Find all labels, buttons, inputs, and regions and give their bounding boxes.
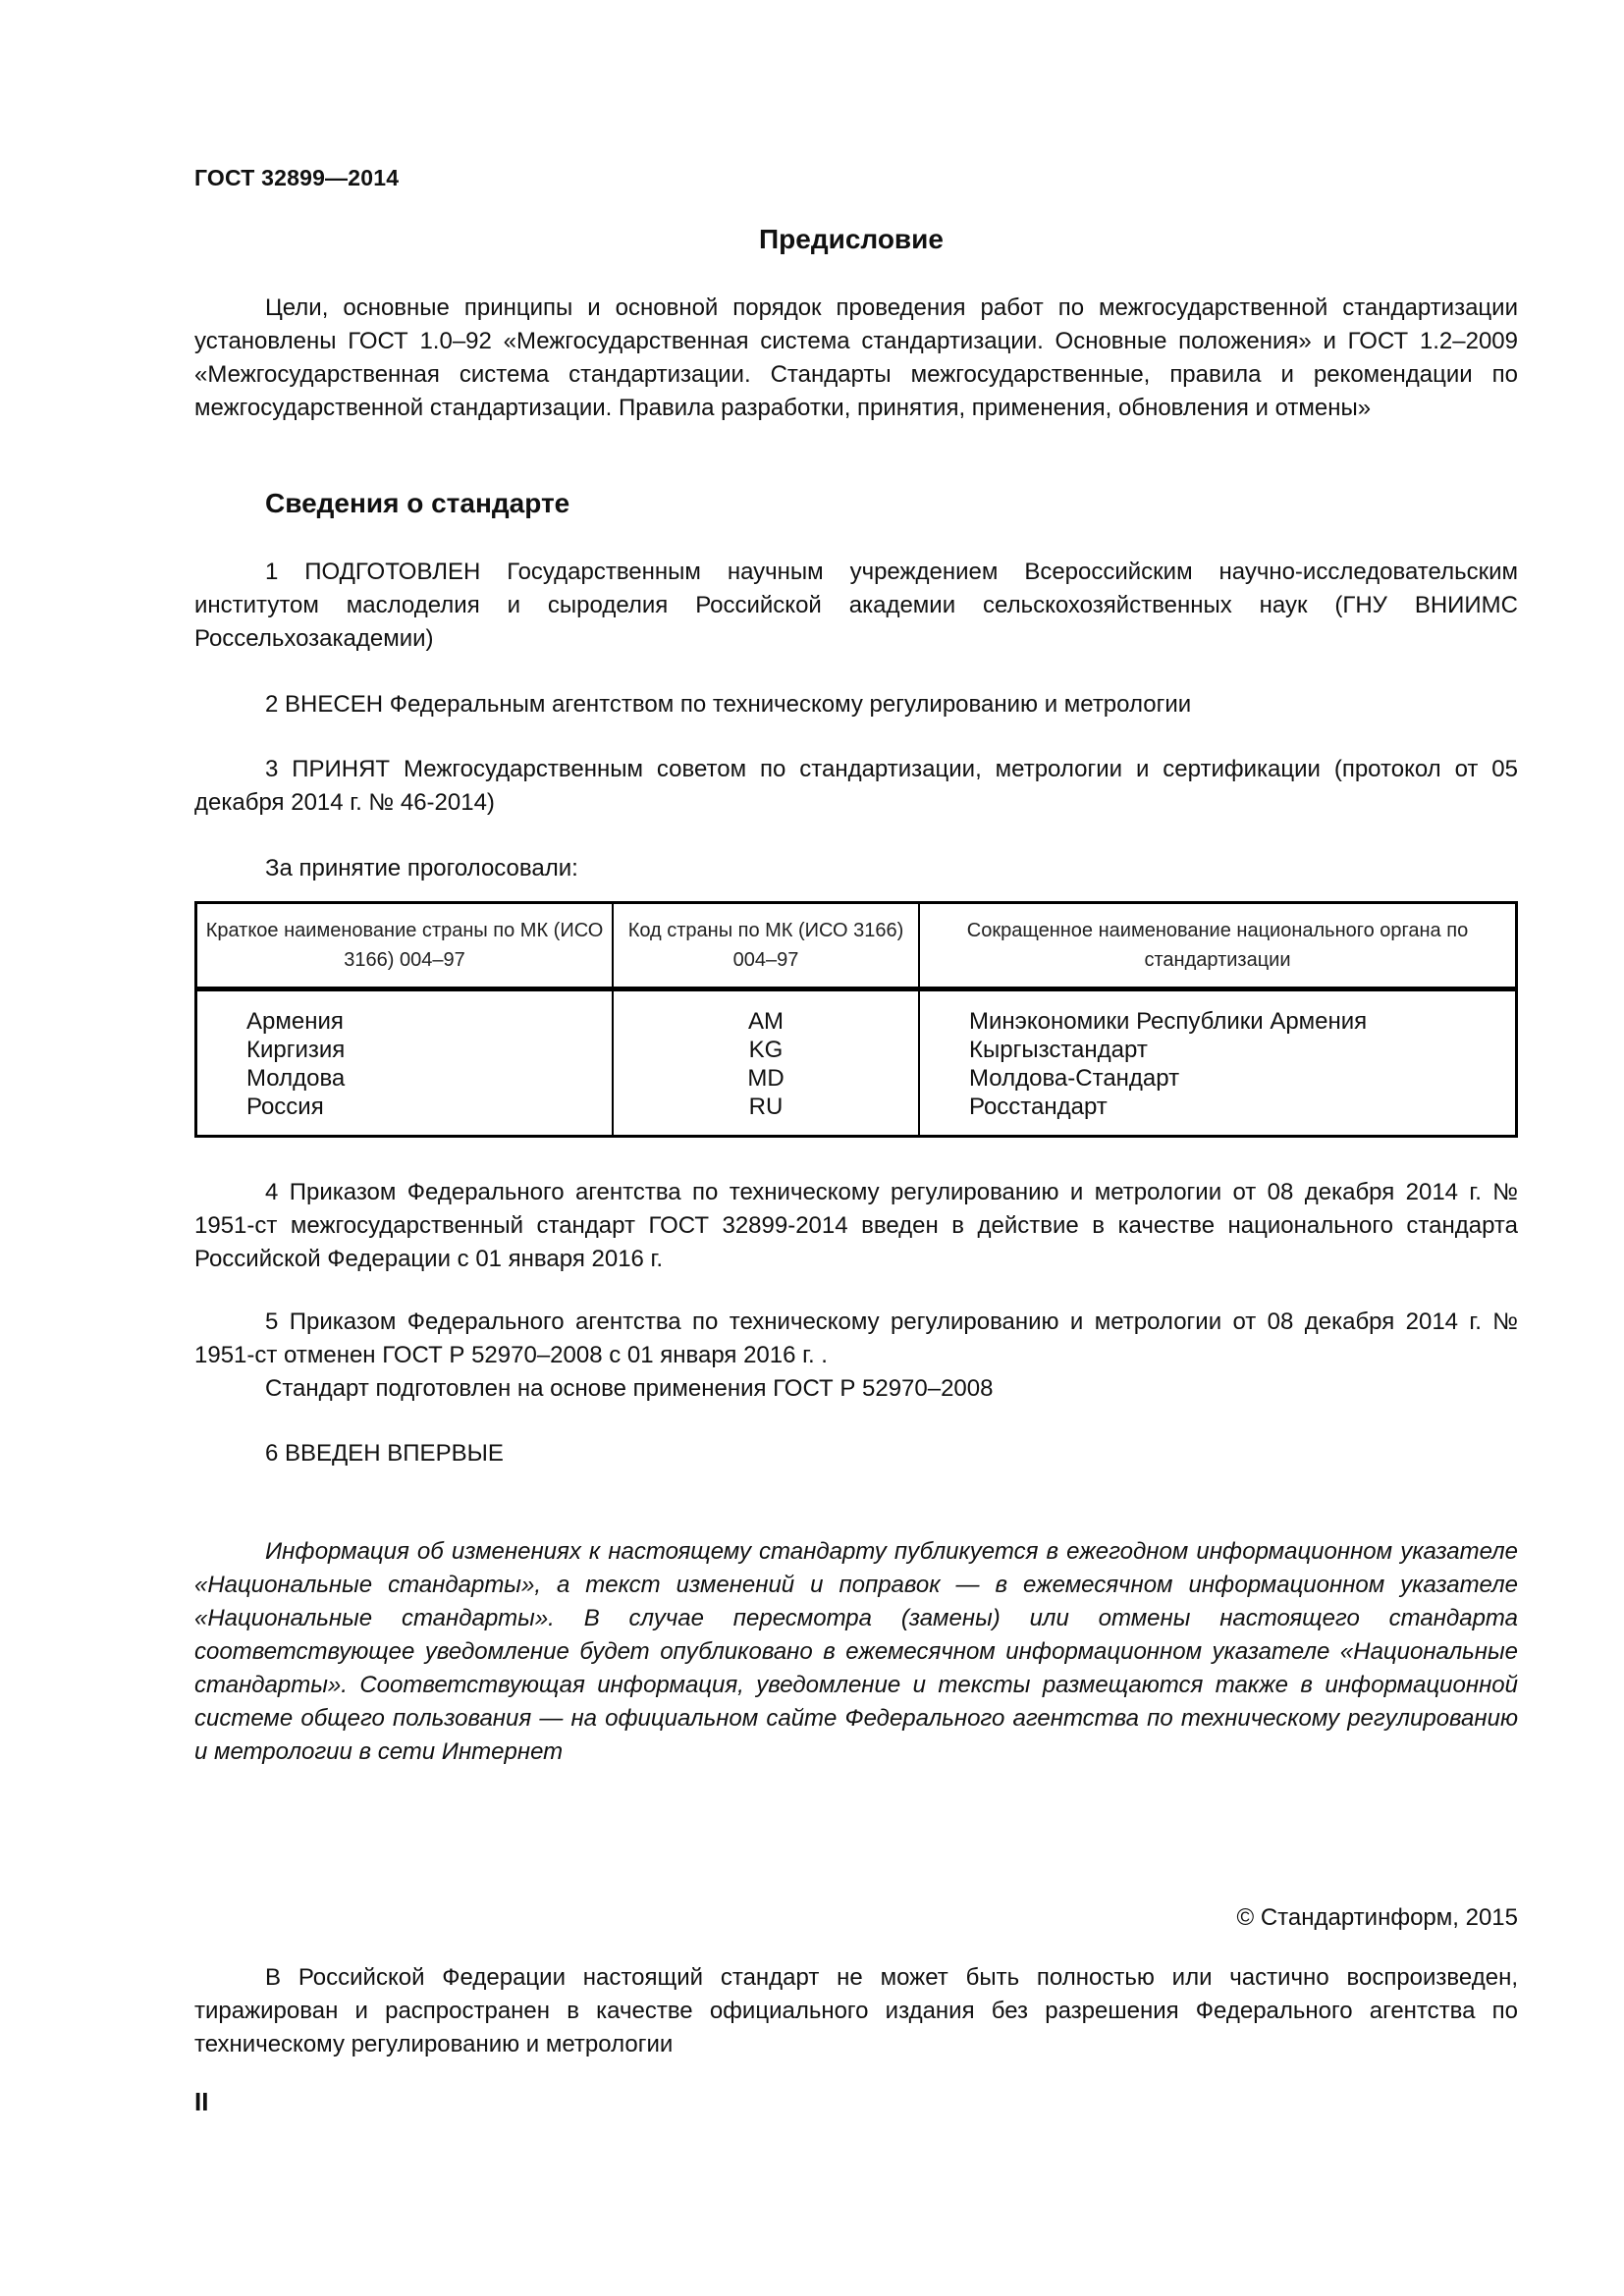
document-number: ГОСТ 32899—2014 <box>194 165 400 190</box>
table-cell-body: Росстандарт <box>969 1094 1108 1120</box>
table-cell-country: Киргизия <box>246 1037 346 1063</box>
table-cell-body: Кыргызстандарт <box>969 1037 1148 1063</box>
table-cell-code: AM <box>748 1008 784 1035</box>
header-country-name: Краткое наименование страны по МК (ИСО 3166) 004–97 <box>196 903 614 989</box>
reproduction-notice: В Российской Федерации настоящий стандарт не может быть полностью или частично воспроизведен, тиражирован и распространен в качестве официального издания без разрешения Федерального агентства по техническому регулированию и метрологии <box>194 1964 1518 2057</box>
standard-info-title: Сведения о стандарте <box>265 488 570 518</box>
foreword-text: Цели, основные принципы и основной порядок проведения работ по межгосударственной стандартизации установлены ГОСТ 1.0–92 «Межгосударственная система стандартизации. Основные положения» и ГОСТ 1.2–2009 «Межгосударственная система стандартизации. Стандарты межгосударственные, правила и рекомендации по межгосударственной стандартизации. Правила разработки, принятия, применения, обновления и отмены» <box>194 294 1518 421</box>
table-cell-body: Молдова-Стандарт <box>969 1065 1180 1092</box>
header-national-body: Сокращенное наименование национального органа по стандартизации <box>919 903 1517 989</box>
page-number: II <box>194 2087 209 2116</box>
table-cell-code: MD <box>747 1065 785 1092</box>
amendments-notice: Информация об изменениях к настоящему стандарту публикуется в ежегодном информационном указателе «Национальные стандарты», а текст изменений и поправок — в ежемесячном информационном указателе «Национальные стандарты». В случае пересмотра (замены) или отмены настоящего стандарта соответствующее уведомление будет опубликовано в ежемесячном информационном указателе «Национальные стандарты». Соответствующая информация, уведомление и тексты размещаются также в информационной системе общего пользования — на официальном сайте Федерального агентства по техническому регулированию и метрологии в сети Интернет <box>194 1538 1518 1765</box>
info-item-2: 2 ВНЕСЕН Федеральным агентством по техническому регулированию и метрологии <box>265 691 1192 718</box>
copyright-notice: © Стандартинформ, 2015 <box>1236 1904 1518 1931</box>
code-column <box>613 989 919 1137</box>
table-cell-country: Россия <box>246 1094 324 1120</box>
foreword-title: Предисловие <box>759 224 944 254</box>
info-item-4: 4 Приказом Федерального агентства по техническому регулированию и метрологии от 08 декабря 2014 г. № 1951-ст межгосударственный стандарт ГОСТ 32899-2014 введен в действие в качестве национального стандарта Российской Федерации с 01 января 2016 г. <box>194 1179 1518 1272</box>
body-column <box>919 989 1517 1137</box>
table-cell-body: Минэкономики Республики Армения <box>969 1008 1368 1035</box>
voting-table <box>194 901 1518 1138</box>
info-item-6: 6 ВВЕДЕН ВПЕРВЫЕ <box>265 1440 504 1467</box>
table-cell-code: KG <box>748 1037 784 1063</box>
table-cell-country: Армения <box>246 1008 344 1035</box>
table-cell-country: Молдова <box>246 1065 346 1092</box>
country-column <box>196 989 614 1137</box>
table-cell-code: RU <box>748 1094 784 1120</box>
vote-intro: За принятие проголосовали: <box>265 855 578 881</box>
table-body-row <box>196 989 1517 1137</box>
info-item-5-note: Стандарт подготовлен на основе применения ГОСТ Р 52970–2008 <box>265 1375 994 1402</box>
info-item-1: 1 ПОДГОТОВЛЕН Государственным научным учреждением Всероссийским научно-исследовательским институтом маслоделия и сыроделия Российской академии сельскохозяйственных наук (ГНУ ВНИИМС Россельхозакадемии) <box>194 559 1518 652</box>
info-item-3: 3 ПРИНЯТ Межгосударственным советом по стандартизации, метрологии и сертификации (протокол от 05 декабря 2014 г. № 46-2014) <box>194 756 1518 816</box>
table-header-row <box>196 903 1517 989</box>
header-country-code: Код страны по МК (ИСО 3166) 004–97 <box>613 903 919 989</box>
info-item-5: 5 Приказом Федерального агентства по техническому регулированию и метрологии от 08 декабря 2014 г. № 1951-ст отменен ГОСТ Р 52970–2008 с 01 января 2016 г. . <box>194 1308 1518 1368</box>
